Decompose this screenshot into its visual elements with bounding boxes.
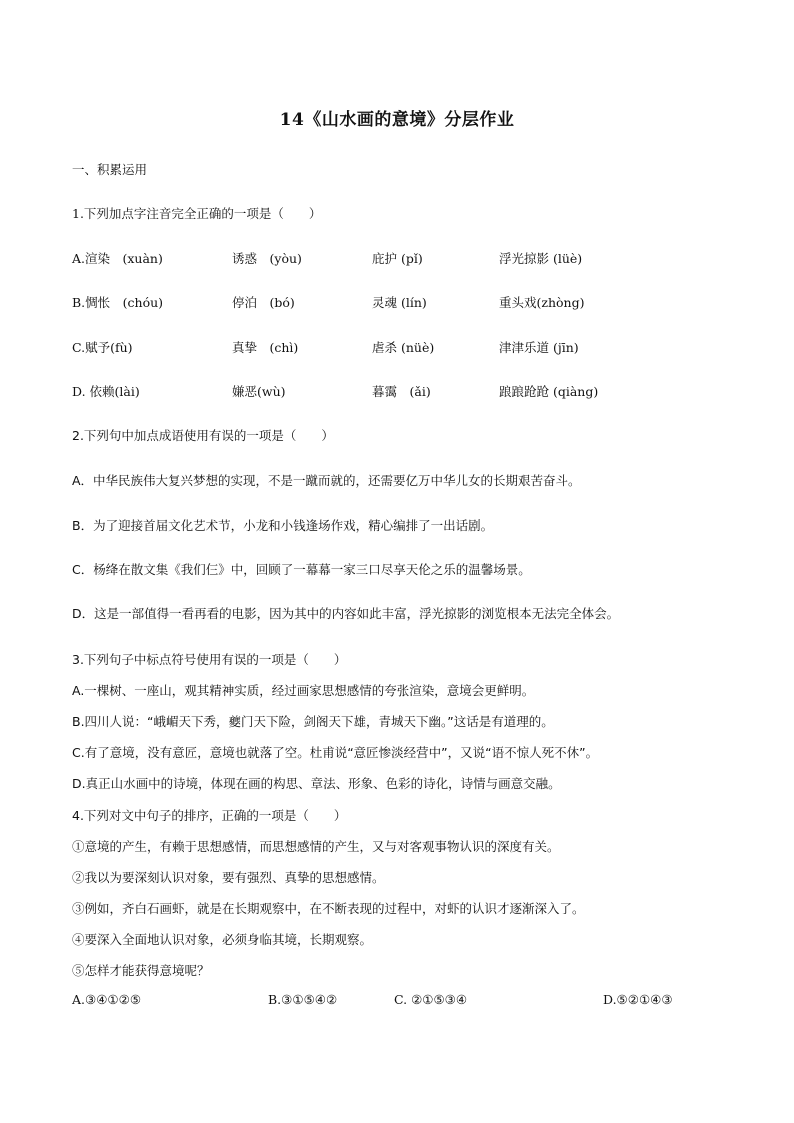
q3-stem: 3.下列句子中标点符号使用有误的一项是（ ） <box>72 652 347 667</box>
q1-d-1: D. 依赖(lài) <box>72 384 140 399</box>
q2-option-d: D．这是一部值得一看再看的电影，因为其中的内容如此丰富，浮光掠影的浏览根本无法完全体会。 <box>72 606 620 621</box>
q4-sentence-1: ①意境的产生，有赖于思想感情，而思想感情的产生，又与对客观事物认识的深度有关。 <box>72 839 560 854</box>
q1-d-2: 嫌恶(wù) <box>232 384 286 399</box>
q4-stem: 4.下列对文中句子的排序，正确的一项是（ ） <box>72 808 347 823</box>
q4-sentence-3: ③例如，齐白石画虾，就是在长期观察中，在不断表现的过程中，对虾的认识才逐渐深入了。 <box>72 901 585 916</box>
q2-stem: 2.下列句中加点成语使用有误的一项是（ ） <box>72 428 334 443</box>
q1-b-2: 停泊 (bó) <box>232 295 295 310</box>
q1-a-4: 浮光掠影 (lüè) <box>499 251 583 266</box>
section-heading: 一、积累运用 <box>72 162 148 177</box>
q1-a-3: 庇护 (pǐ) <box>372 251 423 266</box>
q1-c-1: C.赋予(fù) <box>72 340 133 355</box>
q4-answer-a: A.③④①②⑤ <box>72 992 142 1007</box>
q4-answer-row <box>72 992 722 1008</box>
q1-a-1: A.渲染 (xuàn) <box>72 251 163 266</box>
q3-option-b: B.四川人说：“峨嵋天下秀，夔门天下险，剑阁天下雄，青城天下幽。”这话是有道理的。 <box>72 714 554 729</box>
q1-b-3: 灵魂 (lín) <box>372 295 427 310</box>
q2-option-a: A．中华民族伟大复兴梦想的实现，不是一蹴而就的，还需要亿万中华儿女的长期艰苦奋斗。 <box>72 473 581 488</box>
q1-c-3: 虐杀 (nüè) <box>372 340 435 355</box>
page-title: 14《山水画的意境》分层作业 <box>279 110 515 130</box>
q1-d-3: 暮霭 (ǎi) <box>372 384 431 399</box>
q1-a-2: 诱惑 (yòu) <box>232 251 302 266</box>
q4-sentence-4: ④要深入全面地认识对象，必须身临其境，长期观察。 <box>72 932 373 947</box>
q2-option-c: C．杨绛在散文集《我们仨》中，回顾了一幕幕一家三口尽享天伦之乐的温馨场景。 <box>72 562 531 577</box>
q3-option-d: D.真正山水画中的诗境，体现在画的构思、章法、形象、色彩的诗化，诗情与画意交融。 <box>72 776 561 791</box>
q1-b-4: 重头戏(zhòng) <box>499 295 585 310</box>
q1-c-2: 真挚 (chì) <box>232 340 299 355</box>
q1-d-4: 踉踉跄跄 (qiàng) <box>499 384 599 399</box>
q1-b-1: B.惆怅 (chóu) <box>72 295 164 310</box>
q3-option-c: C.有了意境，没有意匠，意境也就落了空。杜甫说“意匠惨淡经营中”，又说“语不惊人死不休”。 <box>72 745 599 760</box>
q4-answer-c: C. ②①⑤③④ <box>394 992 468 1007</box>
q2-option-b: B．为了迎接首届文化艺术节，小龙和小钱逢场作戏，精心编排了一出话剧。 <box>72 518 494 533</box>
q1-stem: 1.下列加点字注音完全正确的一项是（ ） <box>72 206 322 221</box>
q4-answer-d: D.⑤②①④③ <box>603 992 673 1007</box>
q1-c-4: 津津乐道 (jīn) <box>499 340 579 355</box>
q4-sentence-5: ⑤怎样才能获得意境呢？ <box>72 963 210 978</box>
q4-answer-b: B.③①⑤④② <box>268 992 338 1007</box>
q3-option-a: A.一棵树、一座山，观其精神实质，经过画家思想感情的夸张渲染，意境会更鲜明。 <box>72 683 535 698</box>
q4-sentence-2: ②我以为要深刻认识对象，要有强烈、真挚的思想感情。 <box>72 870 385 885</box>
